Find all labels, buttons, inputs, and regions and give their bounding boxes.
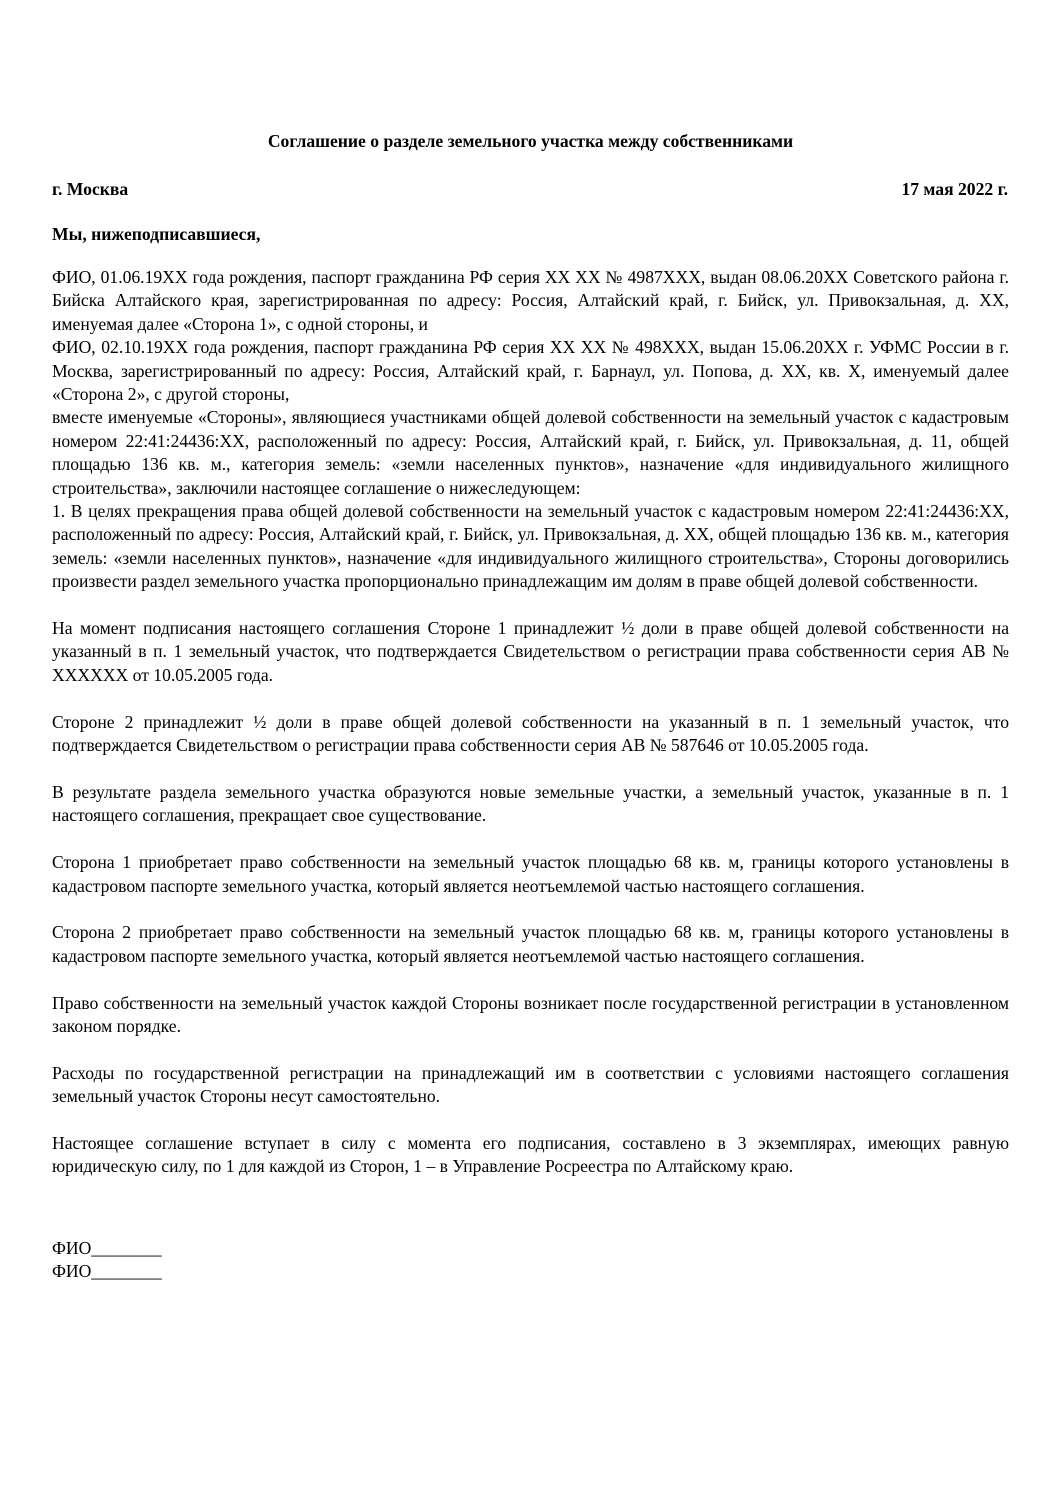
document-body [52,266,1009,1179]
paragraph-party-1: ФИО, 01.06.19ХХ года рождения, паспорт гражданина РФ серия ХХ ХХ № 4987ХХХ, выдан 08.06.20ХХ Советского района г. Бийска Алтайского края, зарегистрированная по адресу: Россия, Алтайский край, г. Бийск, ул. Привокзальная, д. ХХ, именуемая далее «Сторона 1», с одной стороны, и [52,267,1009,334]
paragraph-registration-costs: Расходы по государственной регистрации на принадлежащий им в соответствии с условиями настоящего соглашения земельный участок Стороны несут самостоятельно. [52,1062,1009,1107]
document-city: г. Москва [52,179,129,199]
paragraph-share-party-1: На момент подписания настоящего соглашения Стороне 1 принадлежит ½ доли в праве общей долевой собственности на указанный в п. 1 земельный участок, что подтверждается Свидетельством о регистрации права собственности серия АВ № ХХХХХХ от 10.05.2005 года. [52,618,1009,685]
paragraph-division-result: В результате раздела земельного участка образуются новые земельные участки, а земельный участок, указанные в п. 1 настоящего соглашения, прекращает свое существование. [52,781,1009,826]
paragraph-effective-date: Настоящее соглашение вступает в силу с момента его подписания, составлено в 3 экземплярах, имеющих равную юридическую силу, по 1 для каждой из Сторон, 1 – в Управление Росреестра по Алтайскому краю. [52,1132,1009,1177]
document-greeting: Мы, нижеподписавшиеся, [52,224,261,244]
document-title: Соглашение о разделе земельного участка между собственниками [267,131,794,151]
paragraph-ownership-right: Право собственности на земельный участок каждой Стороны возникает после государственной регистрации в установленном законом порядке. [52,992,1009,1036]
paragraph-share-party-2: Стороне 2 принадлежит ½ доли в праве общей долевой собственности на указанный в п. 1 земельный участок, что подтверждается Свидетельством о регистрации права собственности серия АВ № 587646 от 10.05.2005 года. [52,711,1009,756]
paragraph-parties-together: вместе именуемые «Стороны», являющиеся участниками общей долевой собственности на земельный участок с кадастровым номером 22:41:24436:ХХ, расположенный по адресу: Россия, Алтайский край, г. Бийск, ул. Привокзальная, д. 11, общей площадью 136 кв. м., категория земель: «земли населенных пунктов», назначение «для индивидуального жилищного строительства», заключили настоящее соглашение о нижеследующем: [52,407,1009,498]
document-date: 17 мая 2022 г. [901,179,1008,199]
paragraph-party-2-acquires: Сторона 2 приобретает право собственности на земельный участок площадью 68 кв. м, границы которого установлены в кадастровом паспорте земельного участка, который является неотъемлемой частью настоящего соглашения. [52,922,1009,966]
paragraph-party-2: ФИО, 02.10.19ХХ года рождения, паспорт гражданина РФ серия ХХ ХХ № 498ХХХ, выдан 15.06.20ХХ г. УФМС России в г. Москва, зарегистрированный по адресу: Россия, Алтайский край, г. Барнаул, ул. Попова, д. ХХ, кв. Х, именуемый далее «Сторона 2», с другой стороны, [52,337,1009,405]
signature-line-2: ФИО________ [52,1261,162,1281]
signature-line-1: ФИО________ [52,1238,162,1258]
paragraph-clause-1: 1. В целях прекращения права общей долевой собственности на земельный участок с кадастровым номером 22:41:24436:ХХ, расположенный по адресу: Россия, Алтайский край, г. Бийск, ул. Привокзальная, д. ХХ, общей площадью 136 кв. м., категория земель: «земли населенных пунктов», назначение «для индивидуального жилищного строительства», Стороны договорились произвести раздел земельного участка пропорционально принадлежащим им долям в праве общей долевой собственности. [52,501,1009,592]
paragraph-party-1-acquires: Сторона 1 приобретает право собственности на земельный участок площадью 68 кв. м, границы которого установлены в кадастровом паспорте земельного участка, который является неотъемлемой частью настоящего соглашения. [52,852,1009,896]
